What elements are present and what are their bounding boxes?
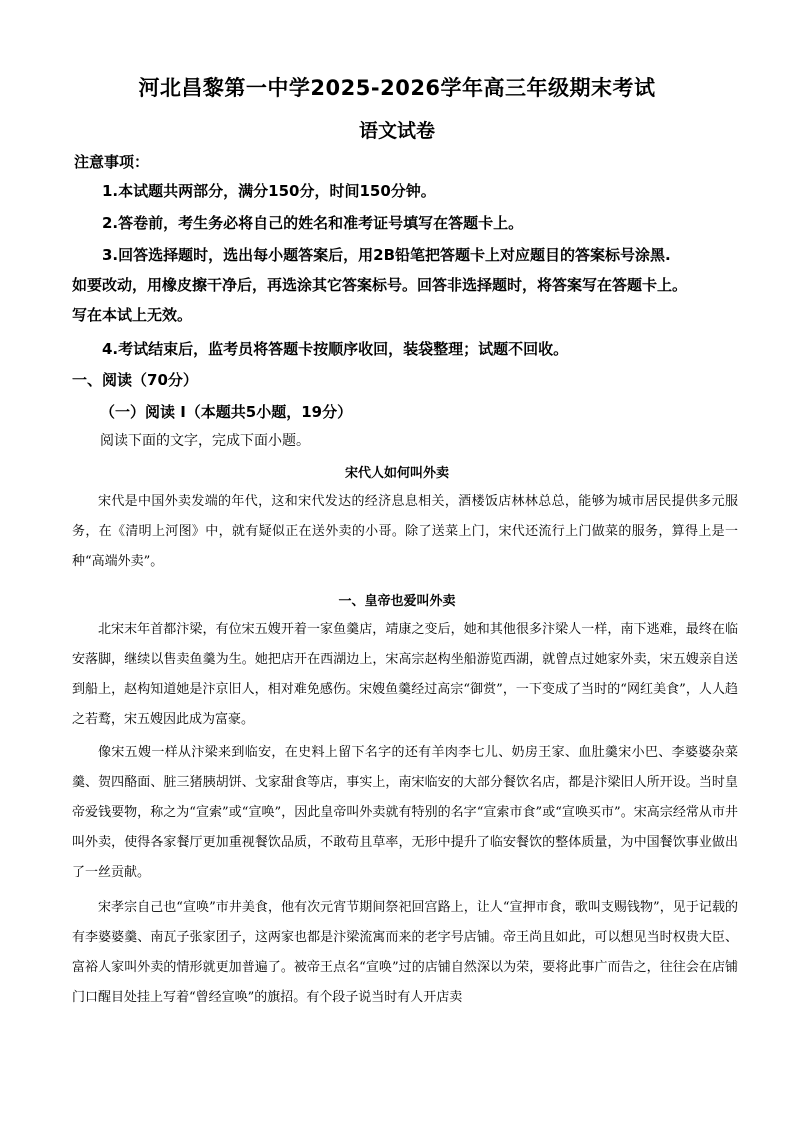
- article-paragraph-1: [72, 487, 738, 577]
- exam-subtitle: 语文试卷: [358, 120, 435, 142]
- paragraph-text: 宋孝宗自己也“宣唤”市井美食，他有次元宵节期间祭祀回宫路上，让人“宣押市食，歌叫支赐钱物”，见于记载的有李婆婆羹、南瓦子张家团子，这两家也都是汴梁流寓而来的老字号店铺。帝王尚且如此，可以想见当时权贵大臣、富裕人家叫外卖的情形就更加普遍了。被帝王点名“宣唤”过的店铺自然深以为荣，要将此事广而告之，往往会在店铺门口醒目处挂上写着“曾经宣唤”的旗招。有个段子说当时有人开店卖: [72, 900, 738, 1005]
- article-paragraph-2: [72, 615, 738, 735]
- notes-item-3-line-3: 写在本试上无效。: [72, 306, 193, 324]
- notes-heading: 注意事项：: [74, 153, 150, 171]
- notes-item-3-line-2: 如要改动，用橡皮擦干净后，再选涂其它答案标号。回答非选择题时，将答案写在答题卡上。: [72, 276, 688, 294]
- notes-item-2: 2.答卷前，考生务必将自己的姓名和准考证号填写在答题卡上。: [102, 214, 524, 232]
- notes-item-4: 4.考试结束后，监考员将答题卡按顺序收回，装袋整理；试题不回收。: [102, 340, 569, 358]
- subsection-heading-reading-1: （一）阅读 I（本题共5小题，19分）: [100, 403, 353, 421]
- paragraph-text: 像宋五嫂一样从汴梁来到临安，在史料上留下名字的还有羊肉李七儿、奶房王家、血肚羹宋小巴、李婆婆杂菜羹、贺四酪面、脏三猪胰胡饼、戈家甜食等店，事实上，南宋临安的大部分餐饮名店，都是汴梁旧人所开设。当时皇帝爱钱要物，称之为“宣索”或“宣唤”，因此皇帝叫外卖就有特别的名字“宣索市食”或“宣唤买市”。宋高宗经常从市井叫外卖，使得各家餐厅更加重视餐饮品质，不敢苟且草率，无形中提升了临安餐饮的整体质量，为中国餐饮事业做出了一丝贡献。: [72, 745, 738, 880]
- section-heading-reading: 一、阅读（70分）: [72, 371, 198, 389]
- article-paragraph-3: [72, 738, 738, 888]
- article-title: 宋代人如何叫外卖: [344, 466, 449, 481]
- exam-title: 河北昌黎第一中学2025-2026学年高三年级期末考试: [138, 76, 656, 100]
- article-paragraph-4: [72, 893, 738, 1013]
- article-subheading-1: 一、皇帝也爱叫外卖: [338, 594, 456, 609]
- notes-item-1: 1.本试题共两部分，满分150分，时间150分钟。: [102, 182, 436, 200]
- notes-item-3-line-1: 3.回答选择题时，选出每小题答案后，用2B铅笔把答题卡上对应题目的答案标号涂黑.: [102, 246, 671, 264]
- paragraph-text: 北宋末年首都汴梁，有位宋五嫂开着一家鱼羹店，靖康之变后，她和其他很多汴梁人一样，南下逃难，最终在临安落脚，继续以售卖鱼羹为生。她把店开在西湖边上，宋高宗赵构坐船游览西湖，就曾点过她家外卖，宋五嫂亲自送到船上，赵构知道她是汴京旧人，相对难免感伤。宋嫂鱼羹经过高宗“御赏”，一下变成了当时的“网红美食”，人人趋之若鹜，宋五嫂因此成为富豪。: [72, 622, 738, 727]
- reading-instruction: 阅读下面的文字，完成下面小题。: [100, 433, 310, 449]
- paragraph-text: 宋代是中国外卖发端的年代，这和宋代发达的经济息息相关，酒楼饭店林林总总，能够为城市居民提供多元服务，在《清明上河图》中，就有疑似正在送外卖的小哥。除了送菜上门，宋代还流行上门做菜的服务，算得上是一种“高端外卖”。: [72, 494, 738, 569]
